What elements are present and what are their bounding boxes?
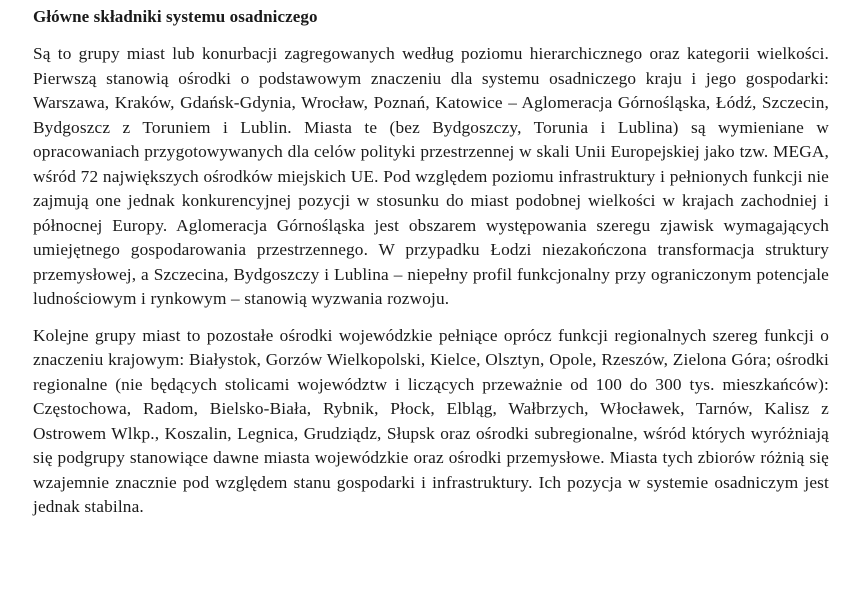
paragraph-other-centers: Kolejne grupy miast to pozostałe ośrodki wojewódzkie pełniące oprócz funkcji regionalnych szereg funkcji o znaczeniu krajowym: Białystok, Gorzów Wielkopolski, Kielce, Olsztyn, Opole, Rzeszów, Zielona Góra; ośrodki regionalne (nie będących stolicami województw i liczących przeważnie od 100 do 300 tys. mieszkańców): Częstochowa, Radom, Bielsko-Biała, Rybnik, Płock, Elbląg, Wałbrzych, Włocławek, Tarnów, Kalisz z Ostrowem Wlkp., Koszalin, Legnica, Grudziądz, Słupsk oraz ośrodki subregionalne, wśród których wyróżniają się podgrupy stanowiące dawne miasta wojewódzkie oraz ośrodki przemysłowe. Miasta tych zbiorów różnią się wzajemnie znacznie pod względem stanu gospodarki i infrastruktury. Ich pozycja w systemie osadniczym jest jednak stabilna. <box>33 325 829 516</box>
paragraph-main-centers: Są to grupy miast lub konurbacji zagregowanych według poziomu hierarchicznego oraz kategorii wielkości. Pierwszą stanowią ośrodki o podstawowym znaczeniu dla systemu osadniczego kraju i jego gospodarki: Warszawa, Kraków, Gdańsk-Gdynia, Wrocław, Poznań, Katowice – Aglomeracja Górnośląska, Łódź, Szczecin, Bydgoszcz z Toruniem i Lublin. Miasta te (bez Bydgoszczy, Torunia i Lublina) są wymieniane w opracowaniach przygotowywanych dla celów polityki przestrzennej w skali Unii Europejskiej jako tzw. MEGA, wśród 72 największych ośrodków miejskich UE. Pod względem poziomu infrastruktury i pełnionych funkcji nie zajmują one jednak konkurencyjnej pozycji w stosunku do miast podobnej wielkości w krajach zachodniej i północnej Europy. Aglomeracja Górnośląska jest obszarem występowania szeregu zjawisk wymagających umiejętnego gospodarowania przestrzennego. W przypadku Łodzi niezakończona transformacja struktury przemysłowej, a Szczecina, Bydgoszczy i Lublina – niepełny profil funkcjonalny przy ograniczonym potencjale ludnościowym i rynkowym – stanowią wyzwania rozwoju. <box>33 44 829 308</box>
section-heading: Główne składniki systemu osadniczego <box>33 7 318 26</box>
document-page <box>33 6 829 520</box>
